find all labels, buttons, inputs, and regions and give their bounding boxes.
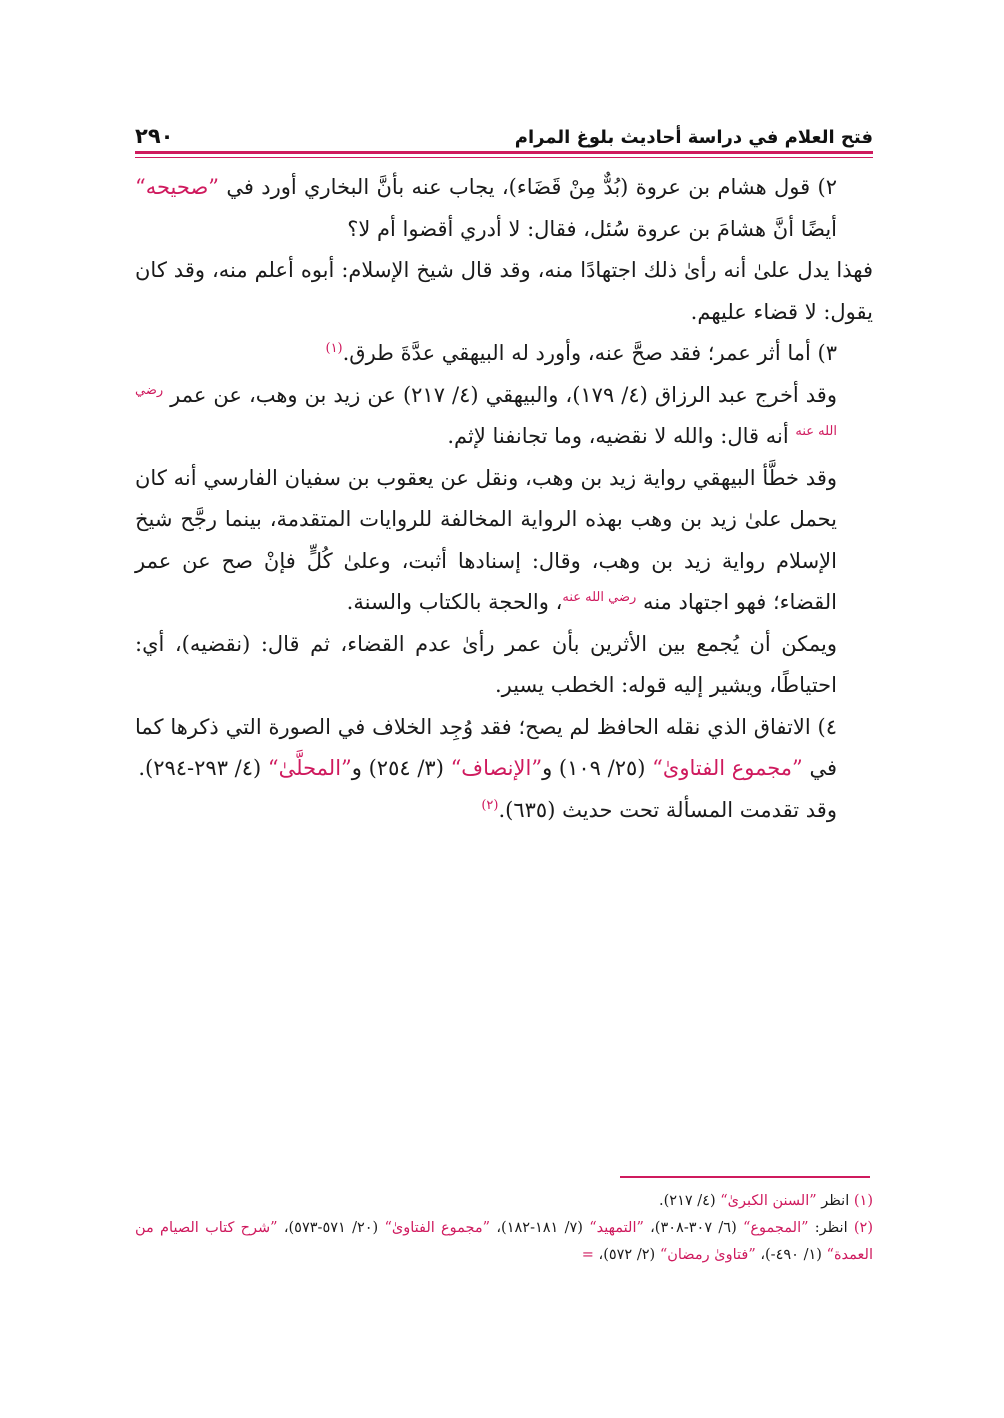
paragraph-bayhaqi: وقد خطَّأ البيهقي رواية زيد بن وهب، ونقل عن يعقوب بن سفيان الفارسي أنه كان يحمل علىٰ زيد بن وهب بهذه الرواية المخالفة للروايات المتقدمة، بينما رجَّح شيخ الإسلام رواية زيد بن وهب، وقال: إسنادها أثبت، وعلىٰ كُلٍّ فإنْ صح عن عمر القضاء؛ فهو اجتهاد منه $^{رضي الله عنه}$، والحجة بالكتاب والسنة. xyxy=(135,465,837,614)
paragraph-reconcile: ويمكن أن يُجمع بين الأثرين بأن عمر رأىٰ عدم القضاء، ثم قال: (نقضيه)، أي: احتياطًا، ويشير إليه قوله: الخطب يسير. xyxy=(135,631,837,697)
footnote-separator xyxy=(620,1176,870,1178)
footnote-ref-1[interactable]: (١) xyxy=(325,341,343,356)
honorific-glyph: رضي الله عنه xyxy=(562,590,637,605)
footnotes xyxy=(135,1188,873,1269)
paragraph-previous: وقد تقدمت المسألة تحت حديث (٦٣٥).$^{(٢)}$ xyxy=(481,797,837,822)
header-rule-thick xyxy=(135,151,873,154)
paragraph-point-2: ٢) قول هشام بن عروة (بُدٌّ مِنْ قَضَاء)، يجاب عنه بأنَّ البخاري أورد في ”صحيحه“ أيضًا أنَّ هشامَ بن عروة سُئل، فقال: لا أدري أقضوا أم لا؟ xyxy=(135,175,837,241)
paragraph-point-4: ٤) الاتفاق الذي نقله الحافظ لم يصح؛ فقد وُجِد الخلاف في الصورة التي ذكرها كما في ”مجموع الفتاوىٰ“ (٢٥/ ١٠٩) و”الإنصاف“ (٣/ ٢٥٤) و”المحلَّىٰ“ (٤/ ٢٩٣-٢٩٤). xyxy=(135,714,837,780)
running-title: فتح العلام في دراسة أحاديث بلوغ المرام xyxy=(514,127,873,148)
continuation-mark: = xyxy=(581,1247,594,1263)
paragraph-point-3: ٣) أما أثر عمر؛ فقد صحَّ عنه، وأورد له البيهقي عدَّةَ طرق.$^{(١)}$ xyxy=(325,341,837,365)
footnote-1: (١) انظر ”السنن الكبرىٰ“ (٤/ ٢١٧). xyxy=(659,1193,873,1209)
paragraph-takhrij: وقد أخرج عبد الرزاق (٤/ ١٧٩)، والبيهقي (٤/ ٢١٧) عن زيد بن وهب، عن عمر $^{رضي الله عنه}$ أنه قال: والله لا نقضيه، وما تجانفنا لإثم. xyxy=(135,382,837,448)
header-rule-thin xyxy=(135,157,873,158)
honorific-glyph: رضي الله عنه xyxy=(135,382,837,439)
quoted-title: ”صحيحه“ xyxy=(135,175,220,199)
paragraph-explanation: فهذا يدل علىٰ أنه رأىٰ ذلك اجتهادًا منه، وقد قال شيخ الإسلام: أبوه أعلم منه، وقد كان يقول: لا قضاء عليهم. xyxy=(135,258,873,324)
footnote-ref-2[interactable]: (٢) xyxy=(481,797,499,813)
footnote-2: (٢) انظر: ”المجموع“ (٦/ ٣٠٧-٣٠٨)، ”التمهيد“ (٧/ ١٨١-١٨٢)، ”مجموع الفتاوىٰ“ (٢٠/ ٥٧١-٥٧٣)، ”شرح كتاب الصيام من العمدة“ (١/ ٤٩٠-)، ”فتاوىٰ رمضان“ (٢/ ٥٧٢)، = xyxy=(135,1220,873,1263)
page-number: ٢٩٠ xyxy=(135,124,174,148)
page-header xyxy=(135,116,873,148)
main-text xyxy=(135,167,873,831)
